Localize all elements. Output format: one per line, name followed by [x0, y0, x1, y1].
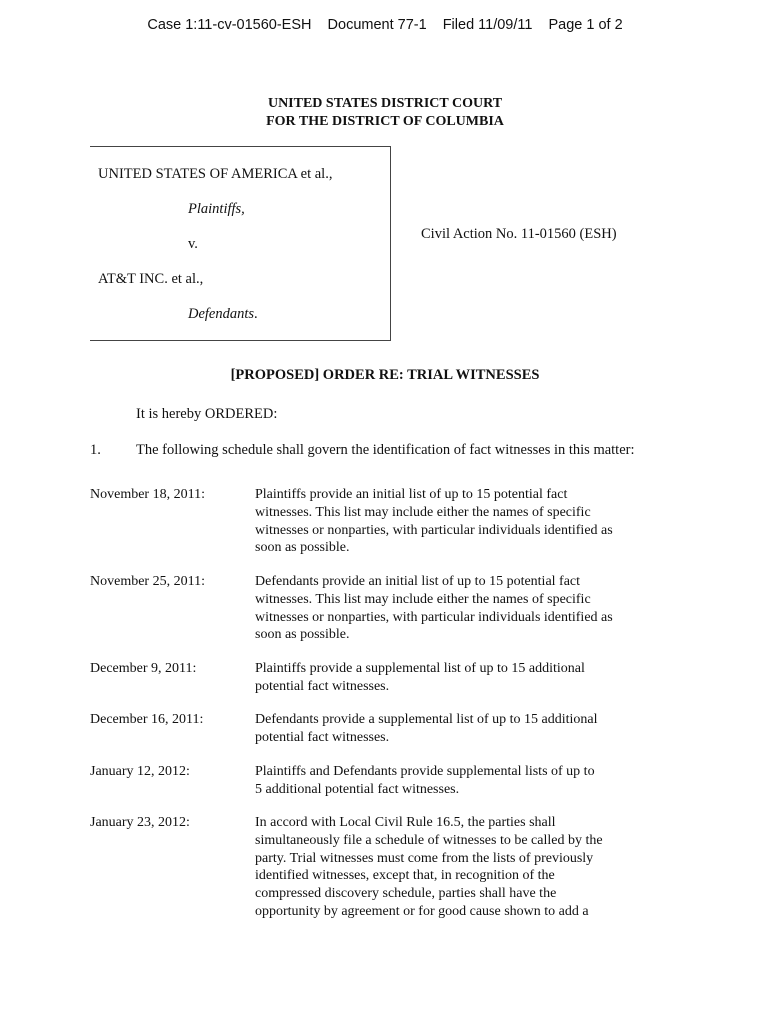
description-line: soon as possible.	[255, 540, 350, 556]
description-line: Defendants provide a supplemental list of up to 15 additional	[255, 712, 598, 727]
description-line: witnesses. This list may include either the names of specific	[255, 591, 591, 607]
court-title	[0, 95, 770, 131]
description-line: Plaintiffs provide a supplemental list of up to 15 additional	[255, 661, 585, 676]
description-line: simultaneously file a schedule of witnesses to be called by the	[255, 832, 603, 848]
description-line: witnesses or nonparties, with particular individuals identified as	[255, 522, 613, 538]
description-line: compressed discovery schedule, parties shall have the	[255, 886, 557, 902]
order-intro: It is hereby ORDERED:	[136, 406, 278, 422]
plaintiff-name: UNITED STATES OF AMERICA et al.,	[98, 166, 333, 182]
schedule-description	[255, 814, 655, 921]
description-line: soon as possible.	[255, 627, 350, 643]
case-caption	[90, 146, 391, 341]
description-line: Defendants provide an initial list of up to 15 potential fact	[255, 574, 581, 589]
description-line: 5 additional potential fact witnesses.	[255, 781, 460, 797]
order-title: [PROPOSED] ORDER RE: TRIAL WITNESSES	[230, 367, 540, 383]
schedule-description	[255, 573, 655, 644]
schedule-description	[255, 711, 655, 747]
schedule-date: January 23, 2012:	[90, 815, 190, 830]
description-line: witnesses. This list may include either the names of specific	[255, 504, 591, 520]
defendant-role-suffix: .	[254, 306, 258, 322]
case-number: Case 1:11-cv-01560-ESH	[147, 17, 312, 33]
document-number: Document 77-1	[327, 17, 427, 33]
description-line: potential fact witnesses.	[255, 729, 390, 745]
page-indicator: Page 1 of 2	[548, 17, 623, 33]
plaintiff-role: Plaintiffs,	[188, 201, 245, 217]
description-line: party. Trial witnesses must come from the lists of previously	[255, 850, 594, 866]
case-header	[0, 17, 770, 33]
description-line: identified witnesses, except that, in recognition of the	[255, 868, 555, 884]
description-line: potential fact witnesses.	[255, 678, 390, 694]
schedule-date: November 25, 2011:	[90, 574, 205, 589]
schedule-date: December 9, 2011:	[90, 661, 197, 676]
court-name: UNITED STATES DISTRICT COURT	[267, 96, 503, 111]
schedule-description	[255, 763, 655, 799]
description-line: Plaintiffs provide an initial list of up to 15 potential fact	[255, 487, 568, 502]
court-district: FOR THE DISTRICT OF COLUMBIA	[266, 114, 504, 129]
paragraph-text: The following schedule shall govern the identification of fact witnesses in this matter:	[136, 442, 635, 458]
description-line: opportunity by agreement or for good cause shown to add a	[255, 903, 589, 919]
schedule-date: December 16, 2011:	[90, 712, 204, 727]
schedule-description	[255, 660, 655, 696]
schedule-date: November 18, 2011:	[90, 487, 205, 502]
paragraph-number: 1.	[90, 442, 101, 458]
defendant-role	[188, 306, 258, 323]
filed-date: Filed 11/09/11	[442, 17, 533, 33]
civil-action-number: Civil Action No. 11-01560 (ESH)	[421, 226, 617, 242]
versus-label: v.	[188, 236, 198, 252]
defendant-role-label: Defendants	[188, 306, 255, 322]
description-line: In accord with Local Civil Rule 16.5, the parties shall	[255, 815, 556, 830]
description-line: Plaintiffs and Defendants provide supplemental lists of up to	[255, 764, 595, 779]
schedule-date: January 12, 2012:	[90, 764, 190, 779]
description-line: witnesses or nonparties, with particular individuals identified as	[255, 609, 613, 625]
defendant-name: AT&T INC. et al.,	[98, 271, 204, 287]
schedule-description	[255, 486, 655, 557]
